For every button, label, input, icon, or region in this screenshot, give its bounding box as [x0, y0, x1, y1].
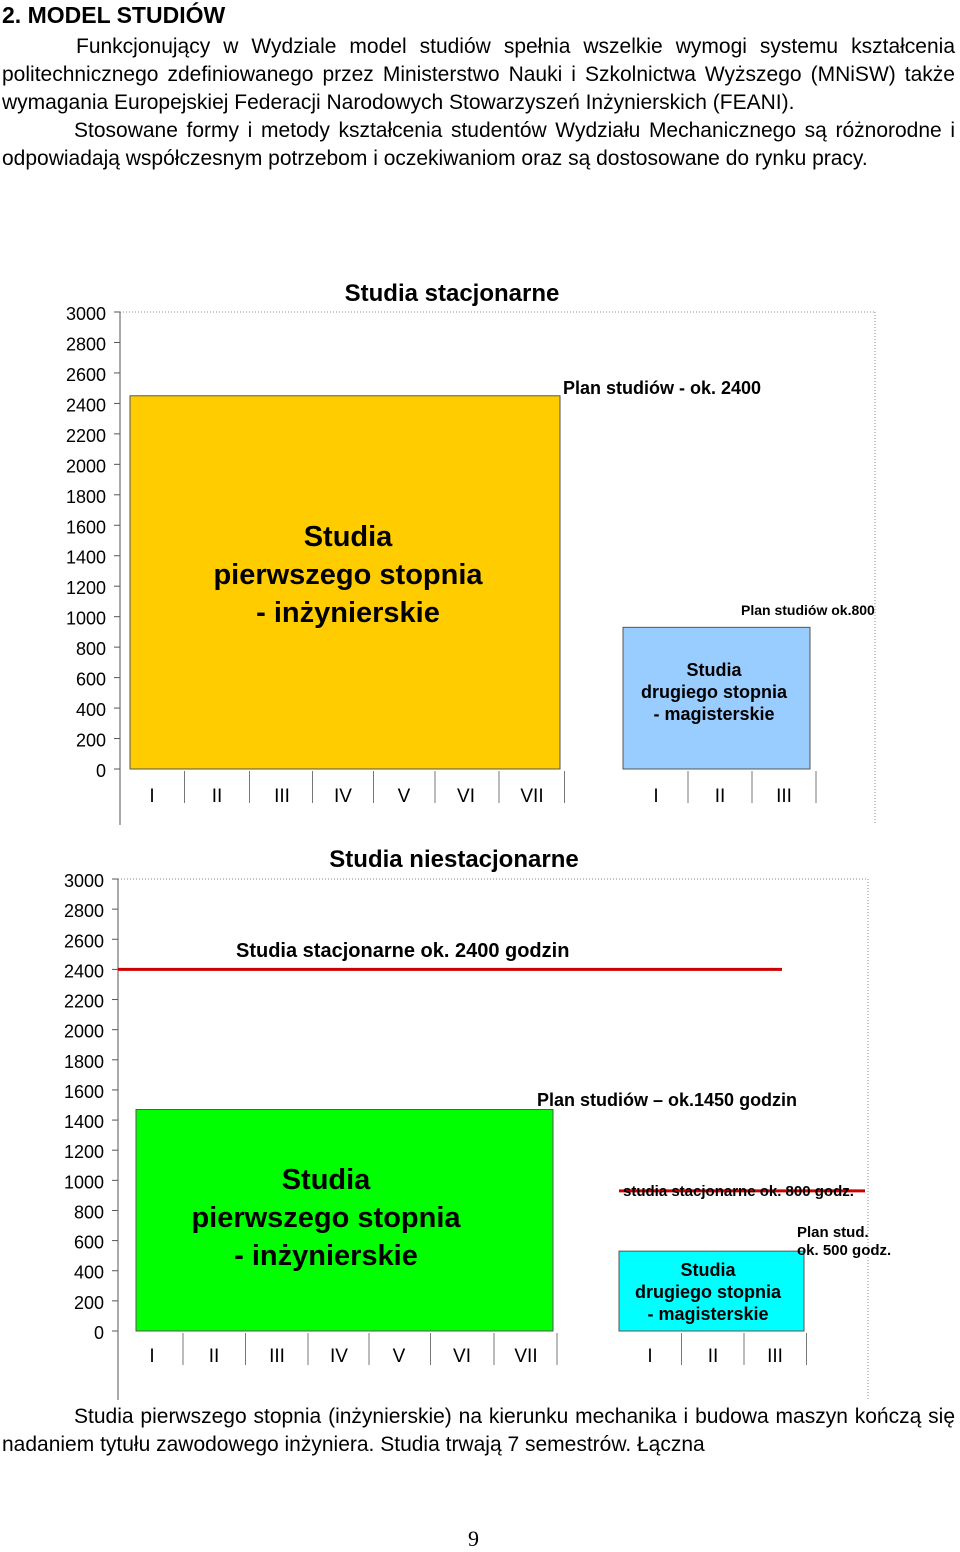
section-heading: 2. MODEL STUDIÓW — [2, 2, 226, 28]
chart-title: Studia niestacjonarne — [329, 846, 579, 873]
bar-annotation: Plan studiów ok.800 — [741, 602, 875, 618]
y-tick-label: 1600 — [63, 1081, 104, 1102]
semester-label: I — [149, 1346, 155, 1367]
y-tick-label: 400 — [73, 1262, 104, 1283]
y-tick-label: 2400 — [63, 961, 104, 982]
bar-annotation: Plan studiów - ok. 2400 — [563, 378, 762, 398]
y-tick-label: 200 — [73, 1292, 104, 1313]
y-tick-label: 200 — [75, 730, 106, 751]
bar-label: - inżynierskie — [234, 1240, 418, 1272]
semester-label: III — [274, 786, 290, 807]
bar-label: - magisterskie — [653, 704, 775, 724]
bar-label: - magisterskie — [647, 1304, 769, 1324]
bar-label: pierwszego stopnia — [191, 1202, 461, 1234]
y-tick-label: 800 — [75, 639, 106, 660]
y-tick-label: 3000 — [65, 304, 106, 324]
semester-label: IV — [330, 1346, 348, 1367]
bar-annotation: Plan studiów – ok.1450 godzin — [537, 1090, 798, 1110]
bar-label: Studia — [303, 521, 393, 553]
y-tick-label: 2800 — [63, 901, 104, 922]
bar-label: drugiego stopnia — [635, 1282, 781, 1302]
semester-label: II — [714, 786, 726, 807]
y-tick-label: 1800 — [63, 1051, 104, 1072]
y-tick-label: 1600 — [65, 517, 106, 538]
bar-label: Studia — [281, 1164, 371, 1196]
y-tick-label: 1000 — [63, 1172, 104, 1193]
y-tick-label: 1200 — [63, 1142, 104, 1163]
y-tick-label: 2000 — [63, 1021, 104, 1042]
semester-label: VII — [520, 786, 544, 807]
y-tick-label: 2600 — [63, 931, 104, 952]
y-tick-label: 1400 — [63, 1112, 104, 1133]
semester-label: IV — [334, 786, 352, 807]
bar-label: pierwszego stopnia — [213, 559, 483, 591]
intro-text — [2, 33, 955, 173]
y-tick-label: 1400 — [65, 547, 106, 568]
semester-label: VI — [457, 786, 475, 807]
semester-label: I — [149, 786, 155, 807]
y-tick-label: 600 — [73, 1232, 104, 1253]
semester-label: I — [647, 1346, 653, 1367]
y-tick-label: 2400 — [65, 395, 106, 416]
bar-annotation: Plan stud. — [797, 1224, 869, 1241]
outro-text — [2, 1403, 955, 1459]
y-tick-label: 2200 — [65, 425, 106, 446]
outro-paragraph-1: Studia pierwszego stopnia (inżynierskie) na kierunku mechanika i budowa maszyn kończą się nadaniem tytułu zawodowego inżyniera. Studia trwają 7 semestrów. Łączna — [2, 1405, 955, 1456]
semester-label: III — [269, 1346, 285, 1367]
y-tick-label: 2000 — [65, 456, 106, 477]
semester-label: II — [211, 786, 223, 807]
y-tick-label: 600 — [75, 669, 106, 690]
semester-label: I — [653, 786, 659, 807]
semester-label: V — [392, 1346, 406, 1367]
semester-label: V — [397, 786, 411, 807]
y-tick-label: 3000 — [63, 871, 104, 891]
bar-label: - inżynierskie — [256, 597, 440, 629]
reference-line-label: studia stacjonarne ok. 800 godz. — [623, 1183, 854, 1200]
intro-paragraph-2: Stosowane formy i metody kształcenia studentów Wydziału Mechanicznego są różnorodne i odpowiadają współczesnym potrzebom i oczekiwaniom oraz są dostosowane do rynku pracy. — [2, 119, 955, 170]
y-tick-label: 2200 — [63, 991, 104, 1012]
bar-label: Studia — [686, 660, 742, 680]
semester-label: II — [707, 1346, 719, 1367]
semester-label: II — [208, 1346, 220, 1367]
intro-paragraph-1: Funkcjonujący w Wydziale model studiów spełnia wszelkie wymogi systemu kształcenia politechnicznego zdefiniowanego przez Ministerstwo Nauki i Szkolnictwa Wyższego (MNiSW) także wymagania Europejskiej Federacji Narodowych Stowarzyszeń Inżynierskich (FEANI). — [2, 35, 955, 114]
semester-label: VI — [453, 1346, 471, 1367]
bar-annotation: ok. 500 godz. — [797, 1242, 892, 1259]
y-tick-label: 2800 — [65, 334, 106, 355]
y-tick-label: 1800 — [65, 486, 106, 507]
chart-full-time-studies — [0, 270, 960, 830]
page-number: 9 — [468, 1526, 479, 1551]
reference-line-label: Studia stacjonarne ok. 2400 godzin — [236, 940, 570, 962]
bar-label: Studia — [680, 1260, 736, 1280]
y-tick-label: 0 — [93, 1323, 104, 1343]
semester-label: III — [767, 1346, 783, 1367]
y-tick-label: 800 — [73, 1202, 104, 1223]
y-tick-label: 2600 — [65, 364, 106, 385]
y-tick-label: 1000 — [65, 608, 106, 629]
y-tick-label: 400 — [75, 700, 106, 721]
semester-label: III — [776, 786, 792, 807]
y-tick-label: 1200 — [65, 578, 106, 599]
chart-title: Studia stacjonarne — [344, 280, 560, 307]
chart-part-time-studies — [0, 835, 960, 1405]
semester-label: VII — [514, 1346, 538, 1367]
bar-label: drugiego stopnia — [641, 682, 787, 702]
y-tick-label: 0 — [95, 761, 106, 781]
